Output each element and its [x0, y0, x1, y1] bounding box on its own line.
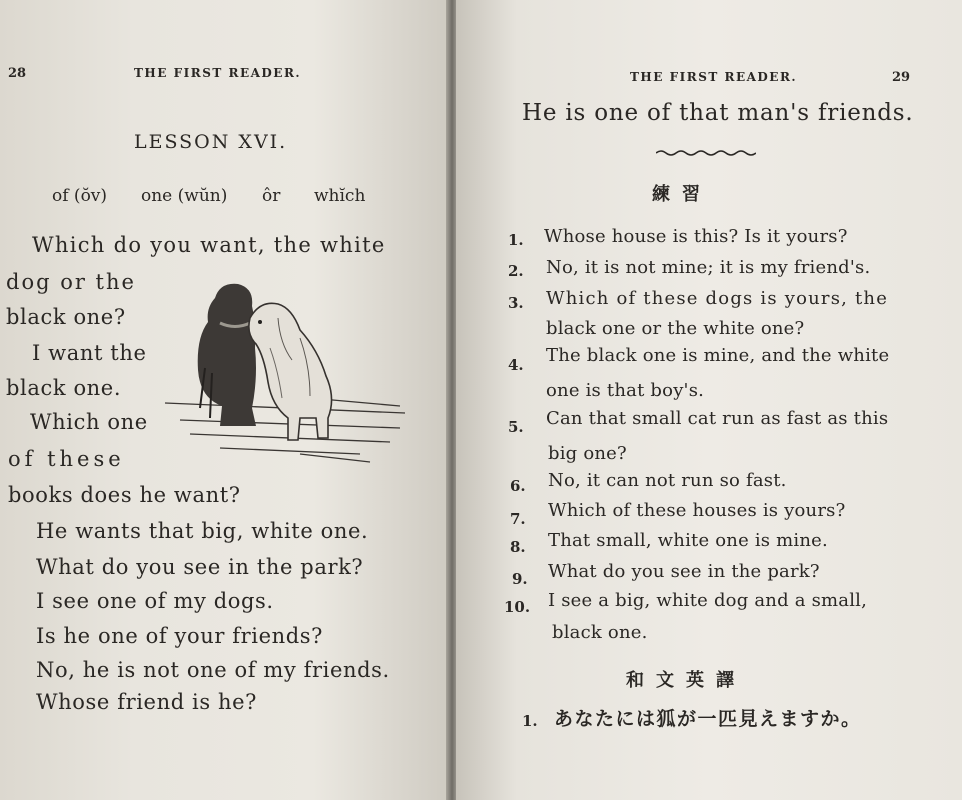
story-line: black one.	[6, 376, 122, 400]
page-number: 28	[8, 66, 27, 81]
vocab-word: of (ŏv)	[52, 186, 108, 206]
exercise-line: black one or the white one?	[546, 318, 805, 339]
exercise-number: 9.	[512, 570, 528, 588]
story-line: of these	[8, 447, 125, 471]
exercise-number: 4.	[508, 356, 524, 374]
exercise-number: 10.	[504, 598, 531, 616]
vocab-word: ôr	[262, 186, 281, 206]
exercise-line: That small, white one is mine.	[548, 530, 828, 551]
exercise-line: I see a big, white dog and a small,	[548, 590, 868, 611]
exercise-number: 6.	[510, 477, 526, 495]
exercise-line: black one.	[552, 622, 648, 643]
vocab-word: whĭch	[314, 186, 366, 206]
exercise-line: The black one is mine, and the white	[546, 345, 890, 366]
story-line: Which one	[30, 410, 148, 434]
vocab-word: one (wŭn)	[141, 186, 228, 206]
story-line: Which do you want, the white	[32, 233, 386, 257]
exercise-number: 1.	[522, 712, 538, 730]
running-header: THE FIRST READER.	[630, 70, 798, 84]
translation-heading: 和文英譯	[626, 670, 746, 691]
exercise-number: 3.	[508, 294, 524, 312]
story-line: Whose friend is he?	[36, 690, 258, 714]
exercise-line: What do you see in the park?	[548, 561, 820, 582]
exercise-number: 1.	[508, 231, 524, 249]
page-number: 29	[892, 70, 911, 85]
story-line: I want the	[32, 341, 147, 365]
ornamental-divider	[656, 148, 756, 158]
story-line: black one?	[6, 305, 126, 329]
exercise-number: 2.	[508, 262, 524, 280]
exercise-line: No, it is not mine; it is my friend's.	[546, 257, 871, 278]
exercise-line: big one?	[548, 443, 627, 464]
story-line: No, he is not one of my friends.	[36, 658, 390, 682]
left-page	[0, 0, 448, 800]
story-line: I see one of my dogs.	[36, 589, 274, 613]
story-line: dog or the	[6, 270, 136, 294]
running-header: THE FIRST READER.	[134, 66, 302, 80]
section-heading: 練習	[652, 184, 712, 205]
two-dogs-illustration	[160, 278, 410, 470]
exercise-line: Which of these houses is yours?	[548, 500, 846, 521]
exercise-line: one is that boy's.	[546, 380, 705, 401]
exercise-number: 5.	[508, 418, 524, 436]
exercise-line: Whose house is this? Is it yours?	[544, 226, 848, 247]
lesson-title: LESSON XVI.	[134, 131, 288, 153]
story-line: Is he one of your friends?	[36, 624, 324, 648]
translation-line: あなたには狐が一匹見えますか。	[554, 708, 862, 730]
exercise-number: 8.	[510, 538, 526, 556]
exercise-line: Can that small cat run as fast as this	[546, 408, 889, 429]
exercise-number: 7.	[510, 510, 526, 528]
right-page	[456, 0, 962, 800]
exercise-line: Which of these dogs is yours, the	[546, 288, 889, 309]
page-title-line: He is one of that man's friends.	[522, 100, 914, 126]
story-line: He wants that big, white one.	[36, 519, 369, 543]
story-line: books does he want?	[8, 483, 241, 507]
exercise-line: No, it can not run so fast.	[548, 470, 787, 491]
story-line: What do you see in the park?	[36, 555, 364, 579]
